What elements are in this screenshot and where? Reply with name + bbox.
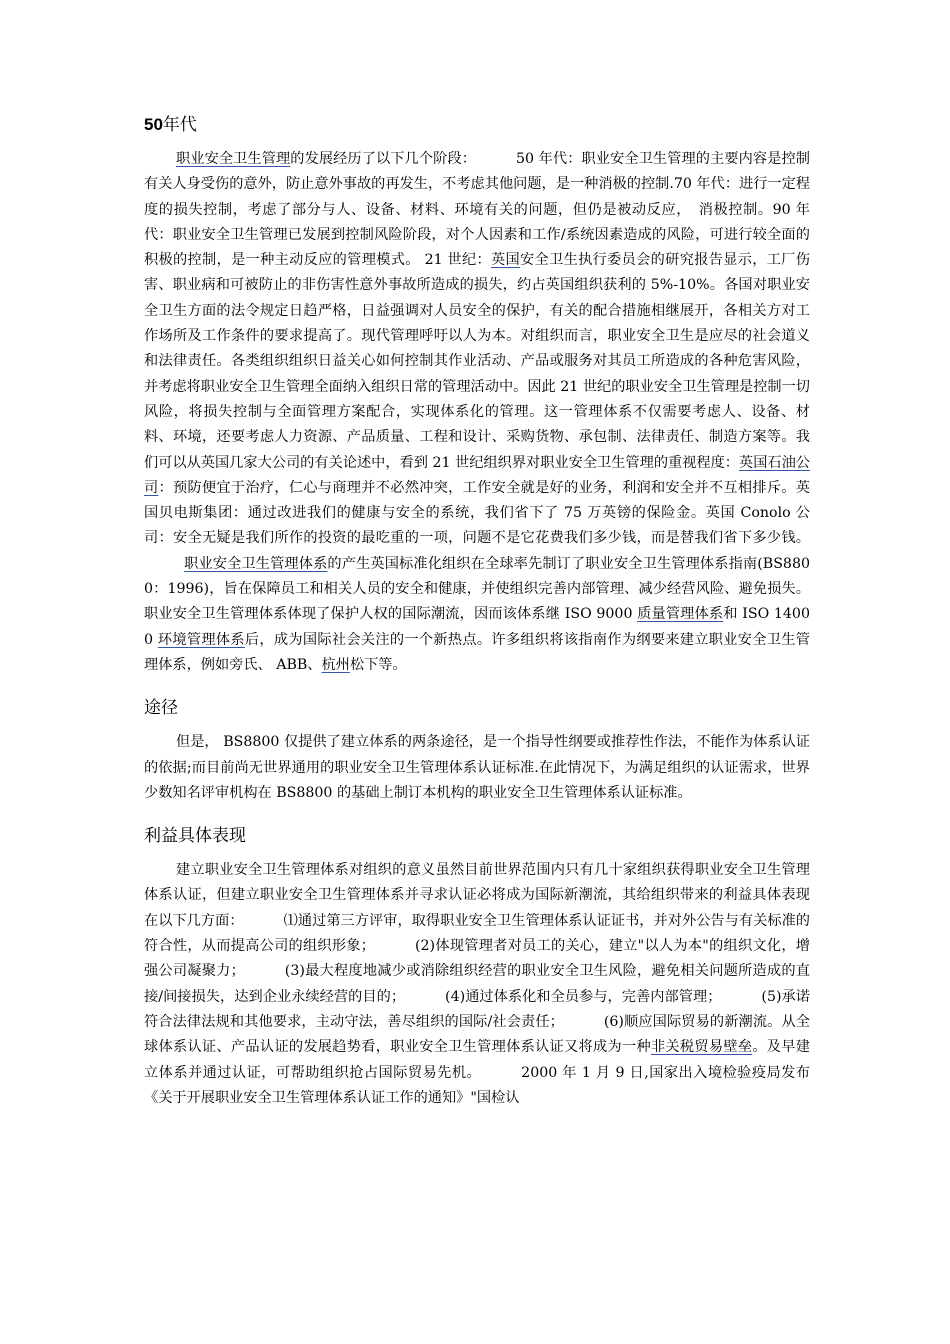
section-paragraph: [144, 730, 810, 806]
hyperlink[interactable]: 质量管理体系: [637, 606, 724, 623]
heading-text: 利益具体表现: [144, 826, 246, 847]
hyperlink[interactable]: 非关税贸易壁垒: [650, 1039, 753, 1056]
heading-text: 途径: [144, 698, 178, 719]
text-run: ：预防便宜于治疗，仁心与商理并不必然冲突，工作安全就是好的业务，利润和安全并不互相排斥。英国贝电斯集团：通过改进我们的健康与安全的系统，我们省下了 75 万英镑的保险金。英国 Conolo 公司：安全无疑是我们所作的投资的最吃重的一项，问题不是它花费我们多少钱，而是替我们省下多少钱。: [144, 479, 810, 547]
hyperlink[interactable]: 英国石油公司: [144, 454, 810, 496]
text-run: 的产生英国标准化组织在全球率先制订了职业安全卫生管理体系指南(BS8800：1996)，旨在保障员工和相关人员的安全和健康，并使组织完善内部管理、减少经营风险、避免损失。职业安全卫生管理体系体现了保护人权的国际潮流，因而该体系继 ISO 9000: [144, 555, 810, 623]
text-run: 50 年代：职业安全卫生管理的主要内容是控制有关人身受伤的意外，防止意外事故的再发生，不考虑其他问题，是一种消极的控制.70 年代：进行一定程度的损失控制，考虑了部分与人、设备、材料、环境有关的问题，但仍是被动反应， 消极控制。90 年代：职业安全卫生管理已发展到控制风险阶段，对个人因素和工作/系统因素造成的风险，可进行较全面的积极的控制，是一种主动反应的管理模式。 21 世纪：: [144, 151, 810, 269]
text-run: (3)最大程度地减少或消除组织经营的职业安全卫生风险，避免相关问题所造成的直接/间接损失，达到企业永续经营的目的；: [144, 963, 810, 1005]
text-run: (5)承诺符合法律法规和其他要求，主动守法，善尽组织的国际/社会责任；: [144, 988, 810, 1030]
section-paragraph: [144, 858, 810, 1111]
text-run: 和 ISO 14000: [144, 606, 810, 648]
section-heading: [144, 823, 810, 849]
section-heading: [144, 695, 810, 721]
text-run: 的发展经历了以下几个阶段：: [290, 151, 476, 167]
hyperlink[interactable]: 职业安全卫生管理: [176, 151, 291, 167]
section-benefits: [144, 823, 810, 1111]
hyperlink[interactable]: 英国: [491, 252, 521, 269]
text-run: ⑴通过第三方评审，取得职业安全卫生管理体系认证证书，并对外公告与有关标准的符合性，从而提高公司的组织形象；: [144, 912, 810, 955]
text-run: 安全卫生执行委员会的研究报告显示，工厂伤害、职业病和可被防止的非伤害性意外事故所造成的损失，约占英国组织获利的 5%-10%。各国对职业安全卫生方面的法令规定日趋严格，日益强调对人员安全的保护，有关的配合措施相继展开，各相关方对工作场所及工作条件的要求提高了。现代管理呼吁以人为本。对组织而言，职业安全卫生是应尽的社会道义和法律责任。各类组织组织日益关心如何控制其作业活动、产品或服务对其员工所造成的各种危害风险，并考虑将职业安全卫生管理全面纳入组织日常的管理活动中。因此 21 世纪的职业安全卫生管理是控制一切风险，将损失控制与全面管理方案配合，实现体系化的管理。这一管理体系不仅需要考虑人、设备、材料、环境，还要考虑人力资源、产品质量、工程和设计、采购货物、承包制、法律责任、制造方案等。我们可以从英国几家大公司的有关论述中，看到 21 世纪组织界对职业安全卫生管理的重视程度：: [144, 252, 810, 471]
text-run: 。及早建立体系并通过认证，可帮助组织抢占国际贸易先机。: [144, 1039, 810, 1081]
hyperlink[interactable]: 杭州: [321, 656, 350, 673]
text-run: 2000 年 1 月 9 日,国家出入境检验疫局发布《关于开展职业安全卫生管理体系认证工作的通知》"国检认: [144, 1064, 810, 1106]
document-page: [144, 112, 810, 1111]
text-run: (6)顺应国际贸易的新潮流。从全球体系认证、产品认证的发展趋势看，职业安全卫生管理体系认证又将成为一种: [144, 1013, 810, 1056]
text-run: (4)通过体系化和全员参与，完善内部管理；: [445, 988, 722, 1005]
text-run: 后，成为国际社会关注的一个新热点。许多组织将该指南作为纲要来建立职业安全卫生管理体系，例如旁氏、 ABB、: [144, 631, 810, 673]
section-heading: [144, 112, 810, 138]
section-paragraph: [144, 147, 810, 678]
text-run: (2)体现管理者对员工的关心，建立"以人为本"的组织文化，增强公司凝聚力；: [144, 938, 810, 980]
heading-text: 年代: [162, 115, 197, 135]
hyperlink[interactable]: 职业安全卫生管理体系: [184, 555, 328, 572]
text-run: 松下等。: [349, 656, 407, 673]
hyperlink[interactable]: 环境管理体系: [157, 631, 245, 648]
text-run: 建立职业安全卫生管理体系对组织的意义虽然目前世界范围内只有几十家组织获得职业安全卫生管理体系认证，但建立职业安全卫生管理体系并寻求认证必将成为国际新潮流，其给组织带来的利益具体表现在以下几方面：: [144, 862, 810, 929]
section-approach: [144, 695, 810, 806]
text-run: 但是， BS8800 仅提供了建立体系的两条途径，是一个指导性纲要或推荐性作法，不能作为体系认证的依据;而目前尚无世界通用的职业安全卫生管理体系认证标准.在此情况下，为满足组织的认证需求，世界少数知名评审机构在 BS8800 的基础上制订本机构的职业安全卫生管理体系认证标准。: [144, 734, 810, 801]
section-50s: [144, 112, 810, 678]
heading-number: 50: [144, 115, 163, 134]
